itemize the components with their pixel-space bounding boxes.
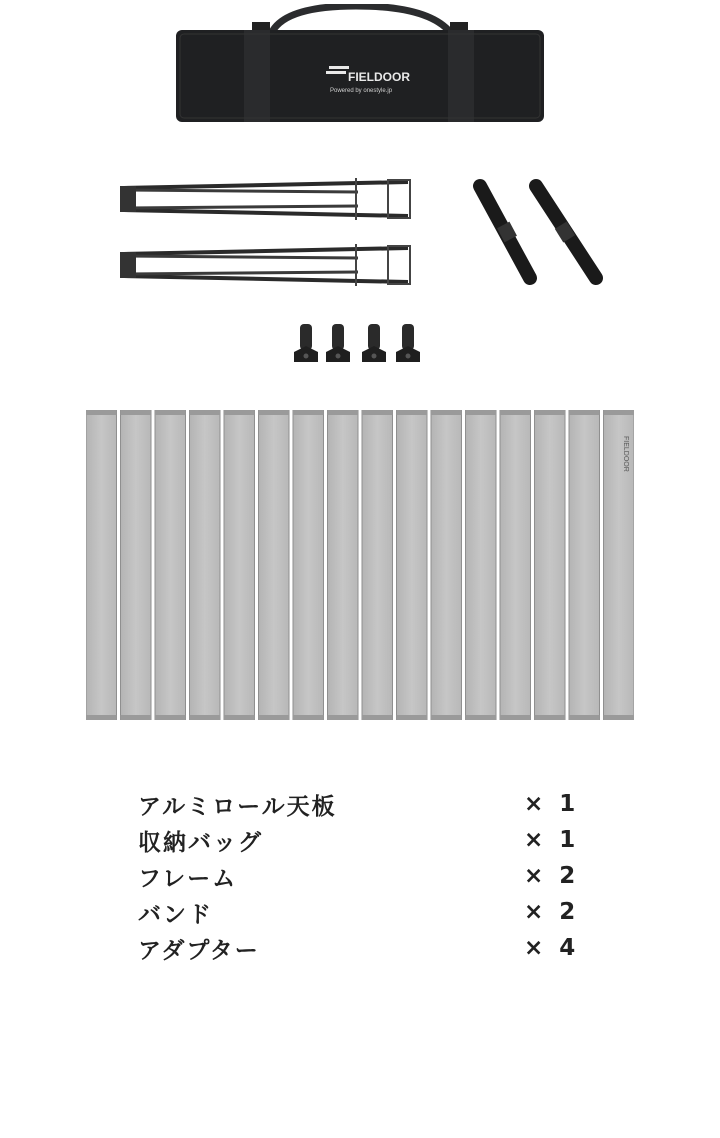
tabletop-slat-edge	[224, 410, 255, 415]
tabletop-slat-edge	[328, 410, 359, 415]
part-name: バンド	[138, 901, 213, 928]
tabletop-slat	[500, 410, 531, 720]
adapter-image	[324, 322, 352, 366]
tabletop-slat-edge	[535, 715, 566, 720]
part-name: 収納バッグ	[138, 829, 263, 856]
storage-bag-image	[176, 4, 544, 122]
tabletop-slat	[86, 410, 117, 720]
tabletop-slat-edge	[431, 715, 462, 720]
tabletop-slat-edge	[259, 410, 290, 415]
tabletop-slat-edge	[569, 715, 600, 720]
list-item	[138, 786, 588, 822]
svg-text:FIELDOOR: FIELDOOR	[622, 436, 629, 472]
svg-text:FIELDOOR: FIELDOOR	[348, 70, 410, 84]
svg-text:Powered by onestyle.jp: Powered by onestyle.jp	[330, 88, 393, 94]
tabletop-slat-edge	[500, 715, 531, 720]
part-quantity: × 2	[524, 899, 580, 925]
part-quantity: × 1	[524, 827, 580, 853]
tabletop-slat-edge	[155, 715, 186, 720]
tabletop-slat-edge	[500, 410, 531, 415]
tabletop-slat-edge	[190, 410, 221, 415]
tabletop-slat-edge	[86, 410, 117, 415]
tabletop-slat-edge	[224, 715, 255, 720]
list-item	[138, 930, 588, 966]
tabletop-slat-edge	[259, 715, 290, 720]
part-name: フレーム	[138, 865, 238, 892]
tabletop-slat-edge	[535, 410, 566, 415]
adapter-image	[394, 322, 422, 366]
list-item	[138, 858, 588, 894]
tabletop-slat-edge	[293, 715, 324, 720]
tabletop-slat	[224, 410, 255, 720]
tabletop-slat-edge	[293, 410, 324, 415]
tabletop-slat	[293, 410, 324, 720]
tabletop-slat-edge	[397, 715, 428, 720]
tabletop-slat-edge	[362, 410, 393, 415]
aluminum-roll-tabletop-image	[86, 410, 634, 720]
tabletop-slat	[121, 410, 152, 720]
tabletop-slat-edge	[466, 410, 497, 415]
tabletop-slat	[155, 410, 186, 720]
tabletop-slat	[362, 410, 393, 720]
adapter-image	[360, 322, 388, 366]
tabletop-slat-edge	[431, 410, 462, 415]
part-quantity: × 4	[524, 935, 580, 961]
tabletop-slat-edge	[328, 715, 359, 720]
tabletop-slat-edge	[121, 715, 152, 720]
part-name: アダプター	[138, 937, 260, 964]
list-item	[138, 894, 588, 930]
tabletop-slat	[190, 410, 221, 720]
tabletop-slat-edge	[569, 410, 600, 415]
adapter-image	[292, 322, 320, 366]
band-image	[526, 178, 614, 290]
tabletop-slat-edge	[604, 715, 635, 720]
tabletop-slat-edge	[604, 410, 635, 415]
part-name: アルミロール天板	[138, 793, 337, 820]
tabletop-slat	[397, 410, 428, 720]
tabletop-slat-edge	[190, 715, 221, 720]
tabletop-slat-edge	[466, 715, 497, 720]
tabletop-slat	[569, 410, 600, 720]
frame-image	[118, 178, 414, 220]
tabletop-slat	[466, 410, 497, 720]
tabletop-slat	[259, 410, 290, 720]
tabletop-slat-edge	[121, 410, 152, 415]
tabletop-slat	[431, 410, 462, 720]
part-quantity: × 2	[524, 863, 580, 889]
tabletop-slat-edge	[155, 410, 186, 415]
tabletop-slat-edge	[362, 715, 393, 720]
tabletop-slat-edge	[86, 715, 117, 720]
tabletop-slat-edge	[397, 410, 428, 415]
list-item	[138, 822, 588, 858]
tabletop-slat	[535, 410, 566, 720]
parts-list	[138, 786, 588, 966]
part-quantity: × 1	[524, 791, 580, 817]
tabletop-slat	[328, 410, 359, 720]
frame-image	[118, 244, 414, 286]
